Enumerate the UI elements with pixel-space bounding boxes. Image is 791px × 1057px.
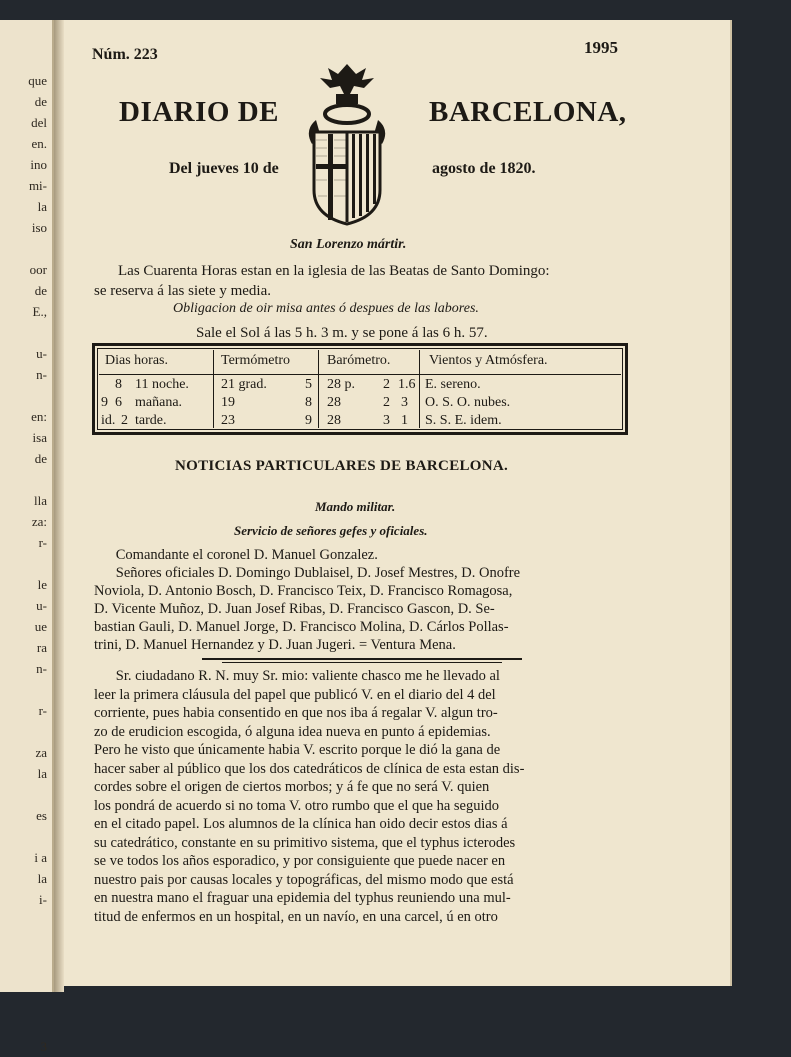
weather-row-2-wind: O. S. O. nubes. [425, 395, 511, 410]
letter-line: en el citado papel. Los alumnos de la clínica han oido decir estos dias á [94, 816, 508, 832]
forty-hours-notice: Las Cuarenta Horas estan en la iglesia de las Beatas de Santo Domingo: [118, 263, 550, 279]
officers-line: trini, D. Manuel Hernandez y D. Juan Jugeri. = Ventura Mena. [94, 637, 456, 653]
left-page-fragment [28, 469, 47, 490]
left-page-fragment [28, 910, 47, 931]
weather-row-2-temp: 19 [221, 395, 235, 410]
left-page-fragment [28, 322, 47, 343]
weather-table [92, 343, 628, 435]
forty-hours-notice-cont: se reserva á las siete y media. [94, 283, 272, 299]
left-page-fragment: mi- [28, 178, 47, 193]
masthead-title-left: DIARIO DE [119, 96, 279, 128]
saint-of-the-day: San Lorenzo mártir. [290, 237, 407, 252]
weather-header-days: Dias horas. [105, 353, 168, 368]
left-page-fragment: que [28, 73, 47, 88]
left-page-fragment: de [34, 283, 47, 298]
left-page-fragment: oor [29, 262, 47, 277]
left-page-fragment: le [37, 577, 47, 592]
officers-list [94, 546, 634, 654]
left-page-fragment [28, 679, 47, 700]
officers-line: D. Vicente Muñoz, D. Juan Josef Ribas, D. Francisco Gascon, D. Se- [94, 601, 495, 617]
letter-line: su catedrático, constante en su primitivo sistema, que el typhus icterodes [94, 834, 516, 851]
weather-row-3-temp-frac: 9 [305, 413, 312, 428]
weather-row-1-baro-frac: 1.6 [398, 377, 416, 392]
weather-row-3-period: tarde. [135, 413, 167, 428]
officers-line: Señores oficiales D. Domingo Dublaisel, D. Josef Mestres, D. Onofre [94, 565, 521, 581]
section-title: NOTICIAS PARTICULARES DE BARCELONA. [175, 458, 509, 474]
left-page-fragment: lla [34, 493, 47, 508]
left-page-fragment [28, 553, 47, 574]
sunrise-sunset: Sale el Sol á las 5 h. 3 m. y se pone á las 6 h. 57. [196, 325, 488, 341]
letter-line: Pero he visto que únicamente habia V. escrito porque le dió la gana de [94, 742, 501, 758]
left-page-fragment: n- [36, 661, 47, 676]
weather-row-2-baro-lines: 2 [383, 395, 390, 410]
weather-row-3-temp: 23 [221, 413, 235, 428]
left-page-fragment [28, 994, 47, 1015]
weather-row-3-baro-frac: 1 [401, 413, 408, 428]
left-page-fragment [28, 784, 47, 805]
left-page-fragment: za: [31, 514, 47, 529]
left-page-fragment: r- [38, 535, 47, 550]
weather-row-3-day: id. [101, 413, 116, 428]
left-page-fragment [28, 931, 47, 952]
left-page-fragment: u- [36, 598, 47, 613]
letter-line: nuestro pais por causas locales y topográficas, del mismo modo que está [94, 871, 514, 888]
section-divider-thin [222, 662, 502, 663]
letter-line: leer la primera cláusula del papel que publicó V. en el diario del 4 del [94, 686, 496, 703]
left-page-fragment: la [37, 766, 47, 781]
date-line-right: agosto de 1820. [432, 160, 536, 177]
left-page-fragment: ino [30, 157, 47, 172]
left-page-fragment: r- [38, 703, 47, 718]
weather-row-2-baro: 28 [327, 395, 341, 410]
left-page-fragment: la [37, 871, 47, 886]
weather-row-2-baro-frac: 3 [401, 395, 408, 410]
left-page-fragment: en: [31, 409, 47, 424]
weather-row-2-period: mañana. [135, 395, 183, 410]
letter-line: zo de erudicion escogida, ó alguna idea nueva en punto á epidemias. [94, 723, 491, 740]
subsection-title: Mando militar. [315, 499, 396, 514]
left-page-fragment [28, 385, 47, 406]
mass-obligation: Obligacion de oir misa antes ó despues de las labores. [173, 301, 479, 316]
weather-header-wind: Vientos y Atmósfera. [429, 353, 548, 368]
left-page-fragment: ra [36, 640, 47, 655]
subsection-subtitle: Servicio de señores gefes y oficiales. [234, 523, 428, 538]
letter-body [94, 667, 634, 926]
weather-row-1-temp: 21 grad. [221, 377, 267, 392]
letter-line: titud de enfermos en un hospital, en un navío, en una carcel, ú en otro [94, 908, 498, 925]
weather-row-3-hour: 2 [121, 413, 128, 428]
officers-line: Comandante el coronel D. Manuel Gonzalez. [94, 547, 378, 563]
weather-row-1-period: 11 noche. [135, 377, 189, 392]
left-page-fragment: iso [31, 220, 47, 235]
left-page-fragment: E., [32, 304, 47, 319]
weather-row-3-wind: S. S. E. idem. [425, 413, 502, 428]
weather-row-2-hour: 6 [115, 395, 122, 410]
section-divider [202, 658, 522, 660]
left-page-fragment: n- [36, 367, 47, 382]
left-page-fragment: za [35, 745, 47, 760]
issue-number: Núm. 223 [92, 46, 158, 63]
book-gutter [54, 20, 64, 992]
left-page-fragment: i- [39, 892, 47, 907]
left-page-fragment: la [37, 199, 47, 214]
date-line-left: Del jueves 10 de [169, 160, 279, 177]
barcelona-coat-of-arms-icon [300, 60, 394, 226]
page-number: 1995 [584, 38, 618, 57]
left-page-fragment [28, 721, 47, 742]
officers-line: bastian Gauli, D. Manuel Jorge, D. Francisco Molina, D. Cárlos Pollas- [94, 619, 509, 635]
officers-line: Noviola, D. Antonio Bosch, D. Francisco Teix, D. Francisco Romagosa, [94, 583, 513, 599]
letter-line: corriente, pues habia consentido en que nos iba á regalar V. algun tro- [94, 705, 498, 721]
newspaper-page [64, 20, 730, 986]
left-page-fragment [28, 1015, 47, 1036]
letter-line: se ve todos los años esporadico, y por consiguiente que puede nacer en [94, 853, 506, 869]
weather-row-2-temp-frac: 8 [305, 395, 312, 410]
weather-row-1-hour: 8 [115, 377, 122, 392]
left-page-fragment: i a [34, 850, 47, 865]
left-page-fragment: en. [31, 136, 47, 151]
weather-row-1-wind: E. sereno. [425, 377, 481, 392]
left-page-fragment: isa [32, 430, 47, 445]
letter-line: hacer saber al público que los dos catedráticos de clínica de esta estan dis- [94, 760, 525, 777]
letter-line: Sr. ciudadano R. N. muy Sr. mio: valiente chasco me he llevado al [94, 668, 500, 684]
weather-header-barometer: Barómetro. [327, 353, 391, 368]
left-facing-page [0, 20, 54, 1054]
weather-header-thermometer: Termómetro [221, 353, 290, 368]
weather-row-1-baro: 28 p. [327, 377, 355, 392]
masthead-title-right: BARCELONA, [429, 96, 627, 128]
left-page-fragment: ue [34, 619, 47, 634]
left-page-fragment [28, 973, 47, 994]
letter-line: cordes sobre el origen de ciertos morbos; y á fe que no será V. quien [94, 779, 490, 795]
weather-row-3-baro: 28 [327, 413, 341, 428]
left-page-fragment [28, 826, 47, 847]
left-page-fragment: 3 [40, 1039, 47, 1054]
letter-line: en nuestra mano el fraguar una epidemia del typhus reuniendo una mul- [94, 890, 511, 906]
left-page-fragment: del [31, 115, 47, 130]
left-page-fragment: de [34, 451, 47, 466]
left-page-fragment [28, 952, 47, 973]
left-page-fragment: u- [36, 346, 47, 361]
left-page-fragment: de [34, 94, 47, 109]
letter-line: los pondrá de acuerdo si no toma V. otro rumbo que el que ha seguido [94, 797, 499, 814]
weather-row-1-temp-frac: 5 [305, 377, 312, 392]
left-page-text-fragments [28, 70, 47, 1057]
weather-row-1-baro-lines: 2 [383, 377, 390, 392]
left-page-fragment: es [36, 808, 47, 823]
weather-row-2-day: 9 [101, 395, 108, 410]
left-page-fragment [28, 238, 47, 259]
weather-row-3-baro-lines: 3 [383, 413, 390, 428]
